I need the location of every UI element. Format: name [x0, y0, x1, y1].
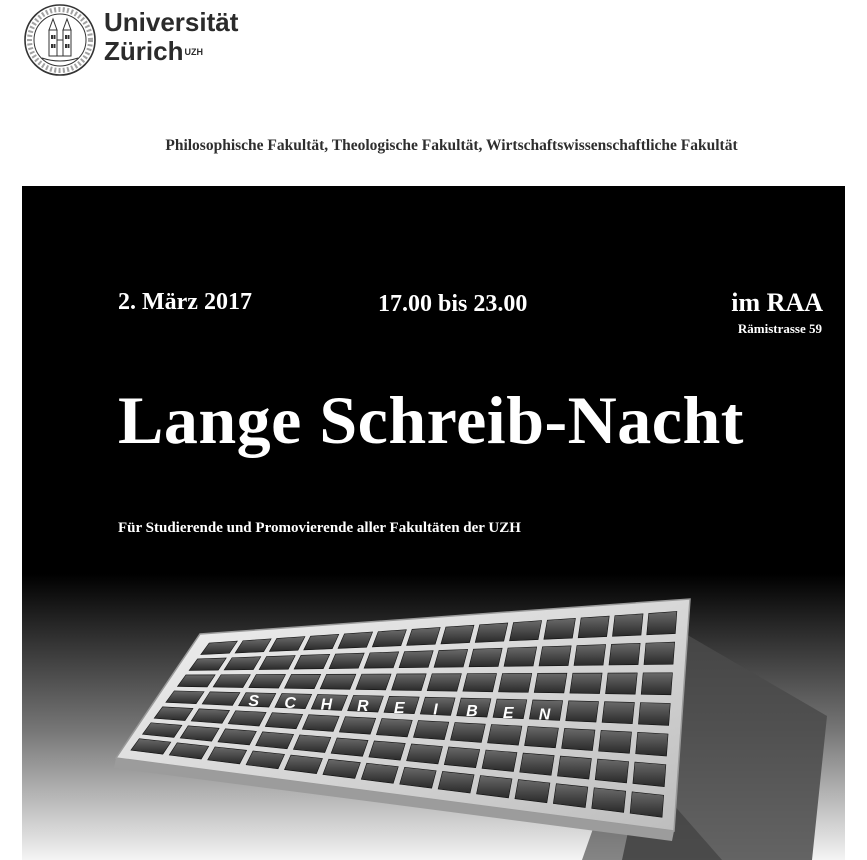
keyboard-key [488, 724, 522, 745]
keyboard-key [602, 702, 634, 724]
keyboard-key-label: E [502, 704, 514, 722]
keyboard-key [592, 788, 626, 813]
keyboard-key [544, 618, 576, 639]
keyboard-key [434, 649, 468, 667]
university-name-line2-wrap [104, 37, 238, 66]
keyboard-key [609, 643, 640, 665]
keyboard-key [444, 747, 479, 768]
keyboard-key [369, 741, 405, 760]
keyboard-key-label: N [538, 706, 551, 724]
keyboard-key [520, 753, 554, 775]
university-name [104, 8, 238, 66]
keyboard-key-label: C [284, 694, 296, 712]
keyboard-key [606, 673, 638, 694]
keyboard-key [463, 674, 497, 692]
keyboard-key-label: I [433, 701, 438, 719]
keyboard-key [499, 673, 532, 692]
keyboard-key [441, 625, 474, 644]
keyboard-key [595, 759, 628, 783]
event-title: Lange Schreib-Nacht [118, 382, 744, 458]
keyboard-key [647, 611, 677, 634]
keyboard-key [504, 647, 537, 666]
keyboard-key [638, 703, 670, 726]
university-name-line2: Zürich [104, 36, 184, 66]
keyboard-key [320, 674, 356, 689]
keyboard-key [392, 674, 427, 691]
keyboard-key [376, 719, 412, 737]
keyboard-key [364, 652, 399, 668]
faculties-line: Philosophische Fakultät, Theologische Fakultät, Wirtschaftswissenschaftliche Fakultät [165, 137, 738, 154]
university-name-line1: Universität [104, 7, 239, 37]
keyboard-key [475, 623, 508, 642]
keyboard-key-label: H [320, 696, 333, 714]
poster-text [22, 186, 845, 586]
keyboard-key [562, 728, 595, 750]
keyboard-key [578, 616, 609, 638]
keyboard-key [534, 673, 567, 693]
keyboard-key [407, 627, 441, 645]
keyboard-key [331, 738, 368, 756]
university-header [22, 2, 322, 78]
university-abbrev: UZH [184, 47, 203, 57]
keyboard-key [356, 674, 391, 690]
event-venue: im RAA [731, 288, 823, 317]
keyboard-key-label: E [393, 699, 405, 717]
keyboard-key-label: S [248, 693, 260, 711]
keyboard-key [525, 726, 559, 747]
keyboard-key [566, 701, 599, 722]
keyboard-key [515, 780, 550, 803]
keyboard-key [574, 645, 606, 666]
keyboard-key [450, 723, 485, 743]
university-seal-icon [22, 2, 98, 78]
keyboard-key [256, 732, 294, 749]
event-time: 17.00 bis 23.00 [378, 291, 528, 317]
keyboard-key [539, 646, 571, 666]
keyboard-key [612, 614, 643, 637]
event-address: Rämistrasse 59 [737, 321, 822, 336]
event-poster [22, 186, 845, 860]
keyboard-key [633, 762, 666, 787]
keyboard-key [469, 648, 502, 667]
keyboard-key [413, 721, 448, 740]
keyboard-key [636, 732, 668, 756]
keyboard-key-label: B [466, 703, 478, 721]
keyboard-key [407, 744, 443, 764]
keyboard-key [570, 673, 602, 694]
keyboard-key [477, 775, 513, 797]
keyboard-key [510, 621, 542, 641]
keyboard-key [293, 735, 330, 753]
keyboard-key [339, 717, 375, 735]
keyboard-key [265, 713, 302, 729]
keyboard-key [438, 771, 474, 793]
keyboard-key [641, 673, 672, 695]
keyboard-key [644, 642, 675, 664]
keyboard-key [427, 674, 461, 691]
keyboard-key [553, 784, 588, 808]
keyboard-key [218, 729, 256, 745]
event-audience: Für Studierende und Promovierende aller Fakultäten der UZH [118, 520, 521, 536]
keyboard-key [302, 715, 339, 732]
keyboard-key [630, 792, 664, 817]
keyboard-key [599, 730, 632, 753]
keyboard-key [399, 651, 433, 668]
keyboard-key [557, 756, 591, 779]
keyboard-key-label: R [357, 698, 369, 716]
keyboard-key [482, 750, 517, 772]
event-date: 2. März 2017 [118, 289, 252, 315]
keyboard-key [400, 767, 436, 788]
